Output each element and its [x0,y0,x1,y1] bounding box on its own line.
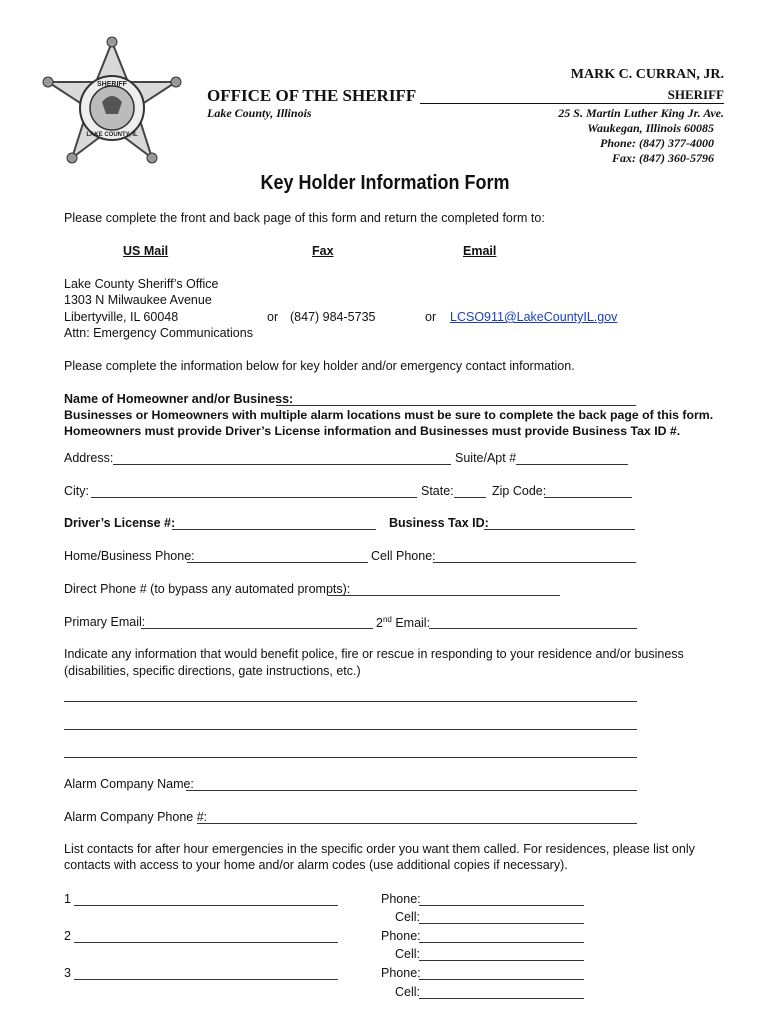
indicate-text-2: (disabilities, specific directions, gate instructions, etc.) [64,664,361,678]
name-field[interactable] [276,405,636,406]
contact-1-name-field[interactable] [74,905,338,906]
office-title: OFFICE OF THE SHERIFF [207,86,417,105]
form-title: Key Holder Information Form [260,172,510,194]
address-label: Address: [64,451,114,465]
intro-text: Please complete the front and back page of this form and return the completed form to: [64,211,545,225]
contact-2-cell-label: Cell: [395,947,421,961]
cell-phone-field[interactable] [433,562,636,563]
name-label: Name of Homeowner and/or Business: [64,392,294,406]
contact-1-number: 1 [64,892,71,906]
contact-2-name-field[interactable] [74,942,338,943]
contact-1-cell-label: Cell: [395,910,421,924]
contacts-text-2: contacts with access to your home and/or alarm codes (use additional copies if necessary). [64,858,568,872]
suite-label: Suite/Apt # [455,451,517,465]
state-label: State: [421,484,454,498]
sheriff-title: SHERIFF [667,87,724,102]
direct-phone-label: Direct Phone # (to bypass any automated prompts): [64,582,351,596]
contact-3-number: 3 [64,966,71,980]
primary-email-field[interactable] [141,628,373,629]
zip-field[interactable] [544,497,632,498]
drivers-license-label: Driver’s License #: [64,516,176,530]
contact-3-cell-label: Cell: [395,985,421,999]
city-field[interactable] [91,497,417,498]
zip-label: Zip Code: [492,484,547,498]
sheriff-name: MARK C. CURRAN, JR. [570,67,724,82]
address-field[interactable] [113,464,451,465]
fax-label: Fax [312,244,334,258]
business-tax-field[interactable] [484,529,635,530]
contact-3-phone-field[interactable] [419,979,584,980]
direct-phone-field[interactable] [328,595,560,596]
mail-line-2: 1303 N Milwaukee Avenue [64,293,212,307]
city-label: City: [64,484,89,498]
contact-1-cell-field[interactable] [419,923,584,924]
contact-2-phone-label: Phone: [381,929,421,943]
alarm-company-label: Alarm Company Name: [64,777,194,791]
contact-1-phone-label: Phone: [381,892,421,906]
alarm-company-field[interactable] [186,790,637,791]
sheriff-phone: Phone: (847) 377-4000 [600,136,714,150]
contacts-text-1: List contacts for after hour emergencies in the specific order you want them called. For residences, please list only [64,842,695,856]
sheriff-star-badge [36,36,188,170]
cell-phone-label: Cell Phone: [371,549,436,563]
info-line-1[interactable] [64,701,637,702]
or-1: or [267,310,279,324]
mail-line-3: Libertyville, IL 60048 [64,310,179,324]
email-link[interactable]: LCSO911@LakeCountyIL.gov [450,310,618,324]
second-email-label: 2nd Email: [376,615,431,631]
contact-2-number: 2 [64,929,71,943]
contact-3-name-field[interactable] [74,979,338,980]
or-2: or [425,310,437,324]
sheriff-address-1: 25 S. Martin Luther King Jr. Ave. [558,106,724,120]
badge-text-bottom: LAKE COUNTY, IL [86,132,138,138]
badge-text-top: SHERIFF [97,81,127,88]
suite-field[interactable] [516,464,628,465]
drivers-license-field[interactable] [172,529,376,530]
instructions-text: Please complete the information below for key holder and/or emergency contact information. [64,359,575,373]
header-rule [420,103,724,104]
fax-number: (847) 984-5735 [290,310,376,324]
home-phone-field[interactable] [187,562,368,563]
contact-2-cell-field[interactable] [419,960,584,961]
email-label: Email [463,244,497,258]
business-tax-label: Business Tax ID: [389,516,489,530]
indicate-text-1: Indicate any information that would benefit police, fire or rescue in responding to your residence and/or business [64,647,684,661]
note-multiple-locations: Businesses or Homeowners with multiple alarm locations must be sure to complete the back page of this form. [64,408,714,422]
sheriff-fax: Fax: (847) 360-5796 [612,151,714,165]
contact-3-cell-field[interactable] [419,998,584,999]
primary-email-label: Primary Email: [64,615,146,629]
note-id-requirement: Homeowners must provide Driver’s License information and Businesses must provide Business Tax ID #. [64,424,681,438]
contact-1-phone-field[interactable] [419,905,584,906]
info-line-3[interactable] [64,757,637,758]
sheriff-address-2: Waukegan, Illinois 60085 [587,121,714,135]
alarm-phone-label: Alarm Company Phone #: [64,810,208,824]
contact-3-phone-label: Phone: [381,966,421,980]
county-label: Lake County, Illinois [207,106,312,120]
contact-2-phone-field[interactable] [419,942,584,943]
state-field[interactable] [454,497,486,498]
home-phone-label: Home/Business Phone: [64,549,195,563]
second-email-field[interactable] [429,628,637,629]
mail-line-4: Attn: Emergency Communications [64,326,253,340]
us-mail-label: US Mail [123,244,169,258]
alarm-phone-field[interactable] [197,823,637,824]
mail-line-1: Lake County Sheriff’s Office [64,277,219,291]
info-line-2[interactable] [64,729,637,730]
star-icon [43,37,181,163]
